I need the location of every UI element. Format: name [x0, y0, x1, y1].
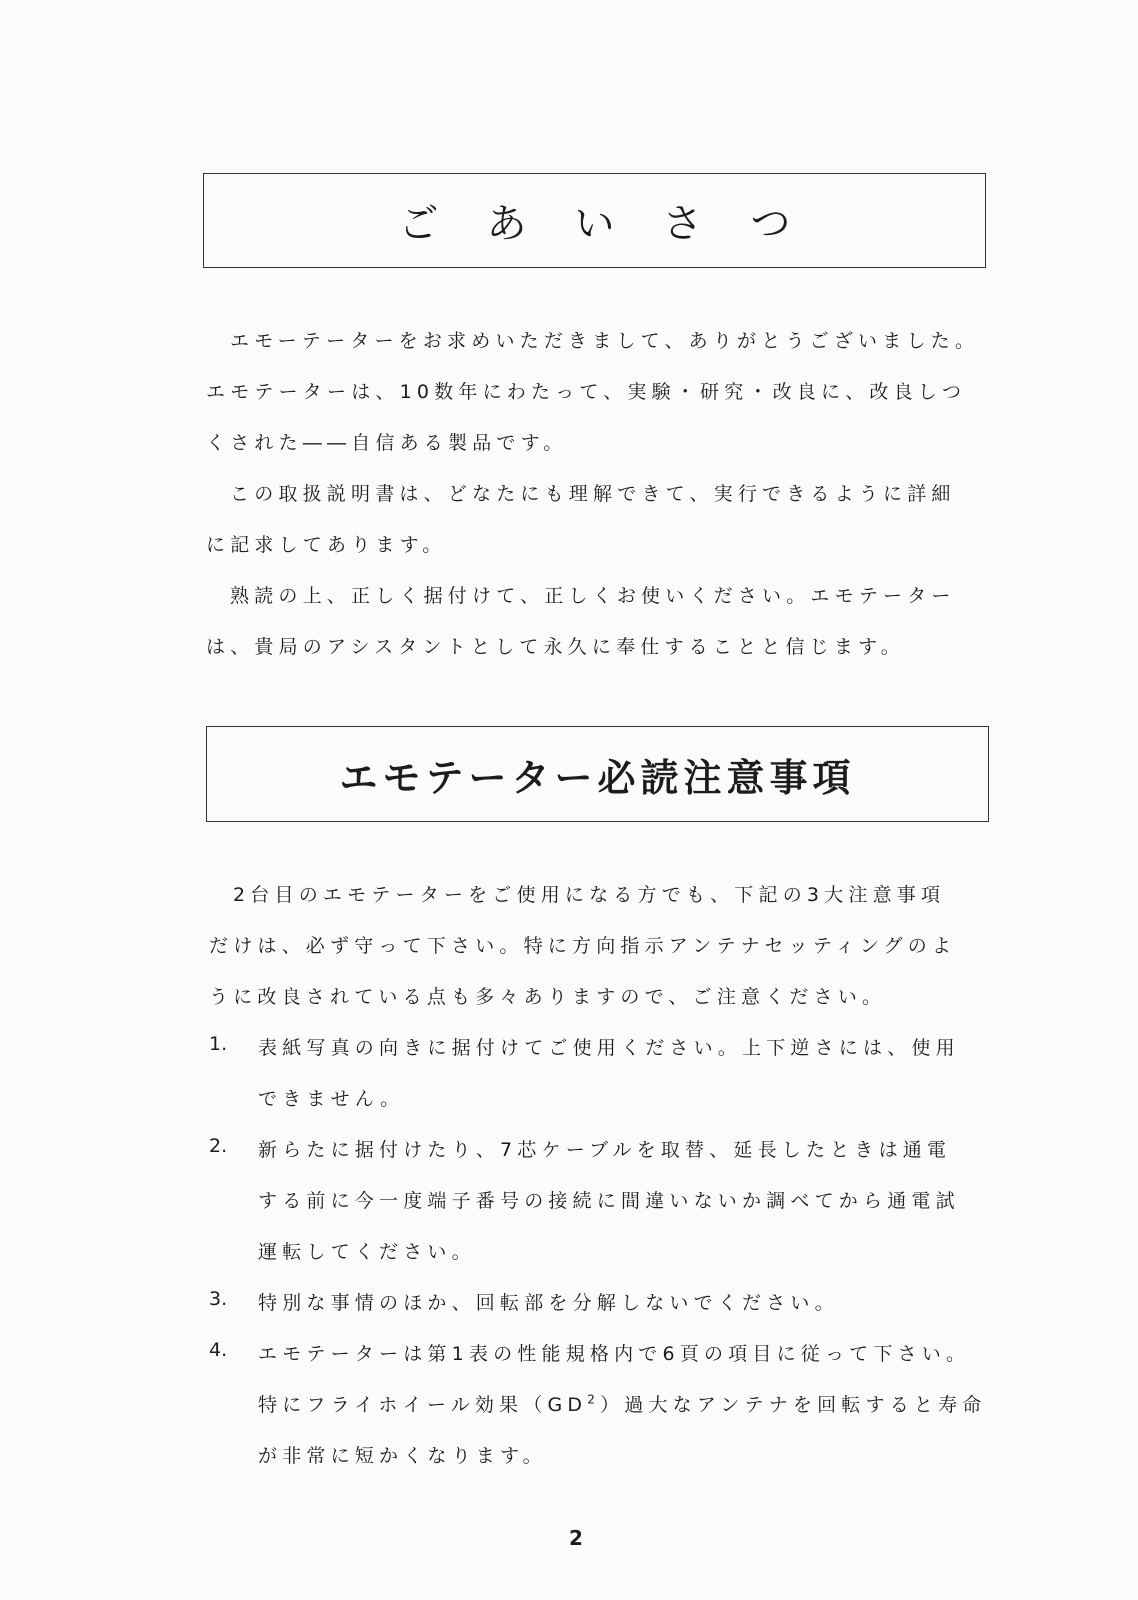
greeting-line-3: くされた――自信ある製品です。: [206, 432, 568, 454]
notice-item-4-number: 4.: [209, 1339, 228, 1361]
greeting-line-6: 熟読の上、正しく据付けて、正しくお使いください。エモテーター: [230, 585, 956, 607]
notice-item-1-number: 1.: [209, 1033, 228, 1055]
notice-item-2-line-3: 運転してください。: [258, 1241, 476, 1263]
notice-item-4-line-1: エモテーターは第1表の性能規格内で6頁の項目に従って下さい。: [258, 1343, 971, 1365]
flywheel-superscript: 2: [587, 1392, 601, 1407]
greeting-line-2: エモテーターは、10数年にわたって、実験・研究・改良に、改良しつ: [206, 381, 967, 403]
notice-item-3-line-1: 特別な事情のほか、回転部を分解しないでください。: [258, 1292, 839, 1314]
notice-item-2-line-2: する前に今一度端子番号の接続に間違いないか調べてから通電試: [258, 1190, 960, 1212]
notice-title: エモテーター必読注意事項: [339, 755, 856, 800]
greeting-line-4: この取扱説明書は、どなたにも理解できて、実行できるように詳細: [230, 483, 956, 505]
notice-item-2-number: 2.: [209, 1135, 228, 1157]
greeting-line-7: は、貴局のアシスタントとして永久に奉仕することと信じます。: [206, 636, 905, 658]
notice-item-4-line-3: が非常に短かくなります。: [258, 1445, 547, 1467]
notice-item-1-line-1: 表紙写真の向きに据付けてご使用ください。上下逆さには、使用: [258, 1037, 960, 1059]
flywheel-text-after: ）過大なアンテナを回転すると寿命: [600, 1394, 987, 1416]
notice-item-4-line-2: [258, 1390, 987, 1417]
page-number: 2: [569, 1526, 583, 1550]
notice-item-1-line-2: できません。: [258, 1088, 405, 1110]
greeting-line-5: に記求してあります。: [206, 534, 447, 556]
notice-intro-line-1: 2台目のエモテーターをご使用になる方でも、下記の3大注意事項: [233, 884, 946, 906]
notice-item-3-number: 3.: [209, 1288, 228, 1310]
notice-intro-line-2: だけは、必ず守って下さい。特に方向指示アンテナセッティングのよ: [209, 935, 957, 957]
notice-item-2-line-1: 新らたに据付けたり、7芯ケーブルを取替、延長したときは通電: [258, 1139, 952, 1161]
greeting-title: ごあいさつ: [398, 201, 839, 247]
notice-title-box: [206, 726, 989, 822]
greeting-line-1: エモーテーターをお求めいただきまして、ありがとうございました。: [230, 330, 980, 352]
flywheel-text-before: 特にフライホイール効果（GD: [258, 1394, 588, 1416]
greeting-title-box: [203, 173, 986, 268]
notice-intro-line-3: うに改良されている点も多々ありますので、ご注意ください。: [209, 986, 887, 1008]
